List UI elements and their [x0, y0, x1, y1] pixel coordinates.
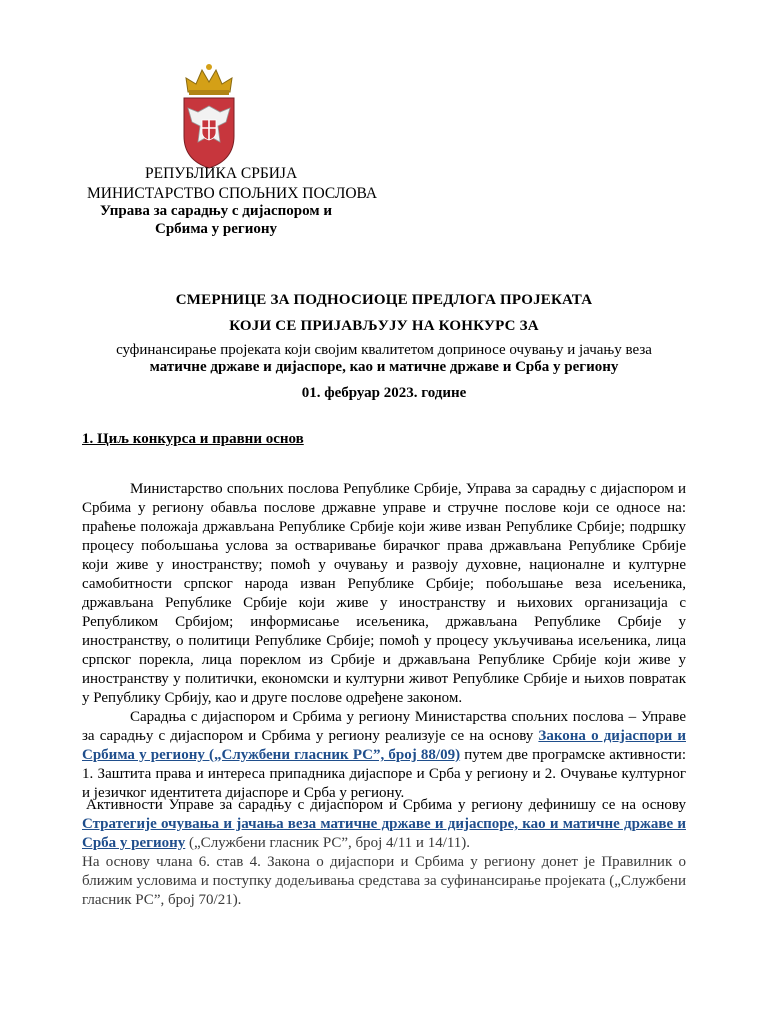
header-department-2: Србима у региону: [155, 221, 278, 237]
paragraph-4: [82, 853, 686, 910]
header-ministry: МИНИСТАРСТВО СПОЉНИХ ПОСЛОВА: [87, 185, 378, 202]
document-title-1: СМЕРНИЦЕ ЗА ПОДНОСИОЦЕ ПРЕДЛОГА ПРОЈЕКАТА: [175, 292, 593, 308]
document-subtitle-2: матичне државе и дијаспоре, као и матичне државе и Срба у региону: [149, 359, 619, 375]
paragraph-3-text: [82, 796, 686, 853]
paragraph-2-text: [82, 708, 686, 803]
document-date: 01. фебруар 2023. године: [301, 385, 467, 401]
strategy-link[interactable]: Стратегије очувања и јачања веза матичне државе и дијаспоре, као и матичне државе и Срба у региону: [82, 816, 686, 851]
paragraph-3: [82, 796, 686, 853]
paragraph-3-end: („Службени гласник РС”, број 4/11 и 14/11).: [185, 835, 471, 851]
header-department: Управа за сарадњу с дијаспором и: [100, 203, 332, 219]
paragraph-2-end: путем две програмске активности: 1. Заштита права и интереса припадника дијаспоре и Срба у региону и 2. Очување културног и језичког идентитета дијаспоре и Срба у региону.: [82, 747, 686, 801]
section-heading: 1. Циљ конкурса и правни основ: [82, 431, 304, 447]
paragraph-3-start: Активности Управе за сарадњу с дијаспором и Србима у региону дефинишу се на основу: [86, 797, 686, 813]
paragraph-2: [82, 708, 686, 803]
paragraph-1: [82, 480, 686, 708]
coat-of-arms-icon: [178, 62, 240, 170]
document-subtitle-1: суфинансирање пројеката који својим квалитетом доприносе очувању и јачању веза: [116, 342, 652, 358]
law-link[interactable]: Закона о дијаспори и Србима у региону („Службени гласник РС”, број 88/09): [82, 728, 686, 763]
paragraph-1-text: Министарство спољних послова Републике Србије, Управа за сарадњу с дијаспором и Србима у региону обавља послове државне управе и стручне послове који се односе на: праћење положаја држављана Републике Србије који живе изван Републике Србије; подршку процесу побољшања услова за остваривање бирачког права држављана Републике Србије који живе у иностранству; помоћ у очувању и развоју духовне, националне и културне самобитности српског народа изван Републике Србије; побољшање веза исељеника, држављана Републике Србије који живе у иностранству и њихових организација с Републиком Србијом; информисање исељеника, држављана Републике Србије у иностранству, о политици Републике Србије; помоћ у процесу укључивања исељеника, лица српског порекла, лица пореклом из Србије и држављана Републике Србије који живе у иностранству у политички, економски и културни живот Републике Србије и њихов повратак у Републику Србију, као и друге послове одређене законом.: [82, 481, 686, 706]
document-title-2: КОЈИ СЕ ПРИЈАВЉУЈУ НА КОНКУРС ЗА: [229, 318, 539, 334]
header-country: РЕПУБЛИКА СРБИЈА: [145, 165, 298, 182]
paragraph-2-start: Сарадња с дијаспором и Србима у региону Министарства спољних послова – Управе за сарадњу с дијаспором и Србима у региону реализује се на основу: [82, 709, 686, 744]
paragraph-4-text: На основу члана 6. став 4. Закона о дијаспори и Србима у региону донет је Правилник о ближим условима и поступку додељивања средстава за суфинансирање пројеката („Службени гласник РС”, број 70/21).: [82, 854, 686, 908]
